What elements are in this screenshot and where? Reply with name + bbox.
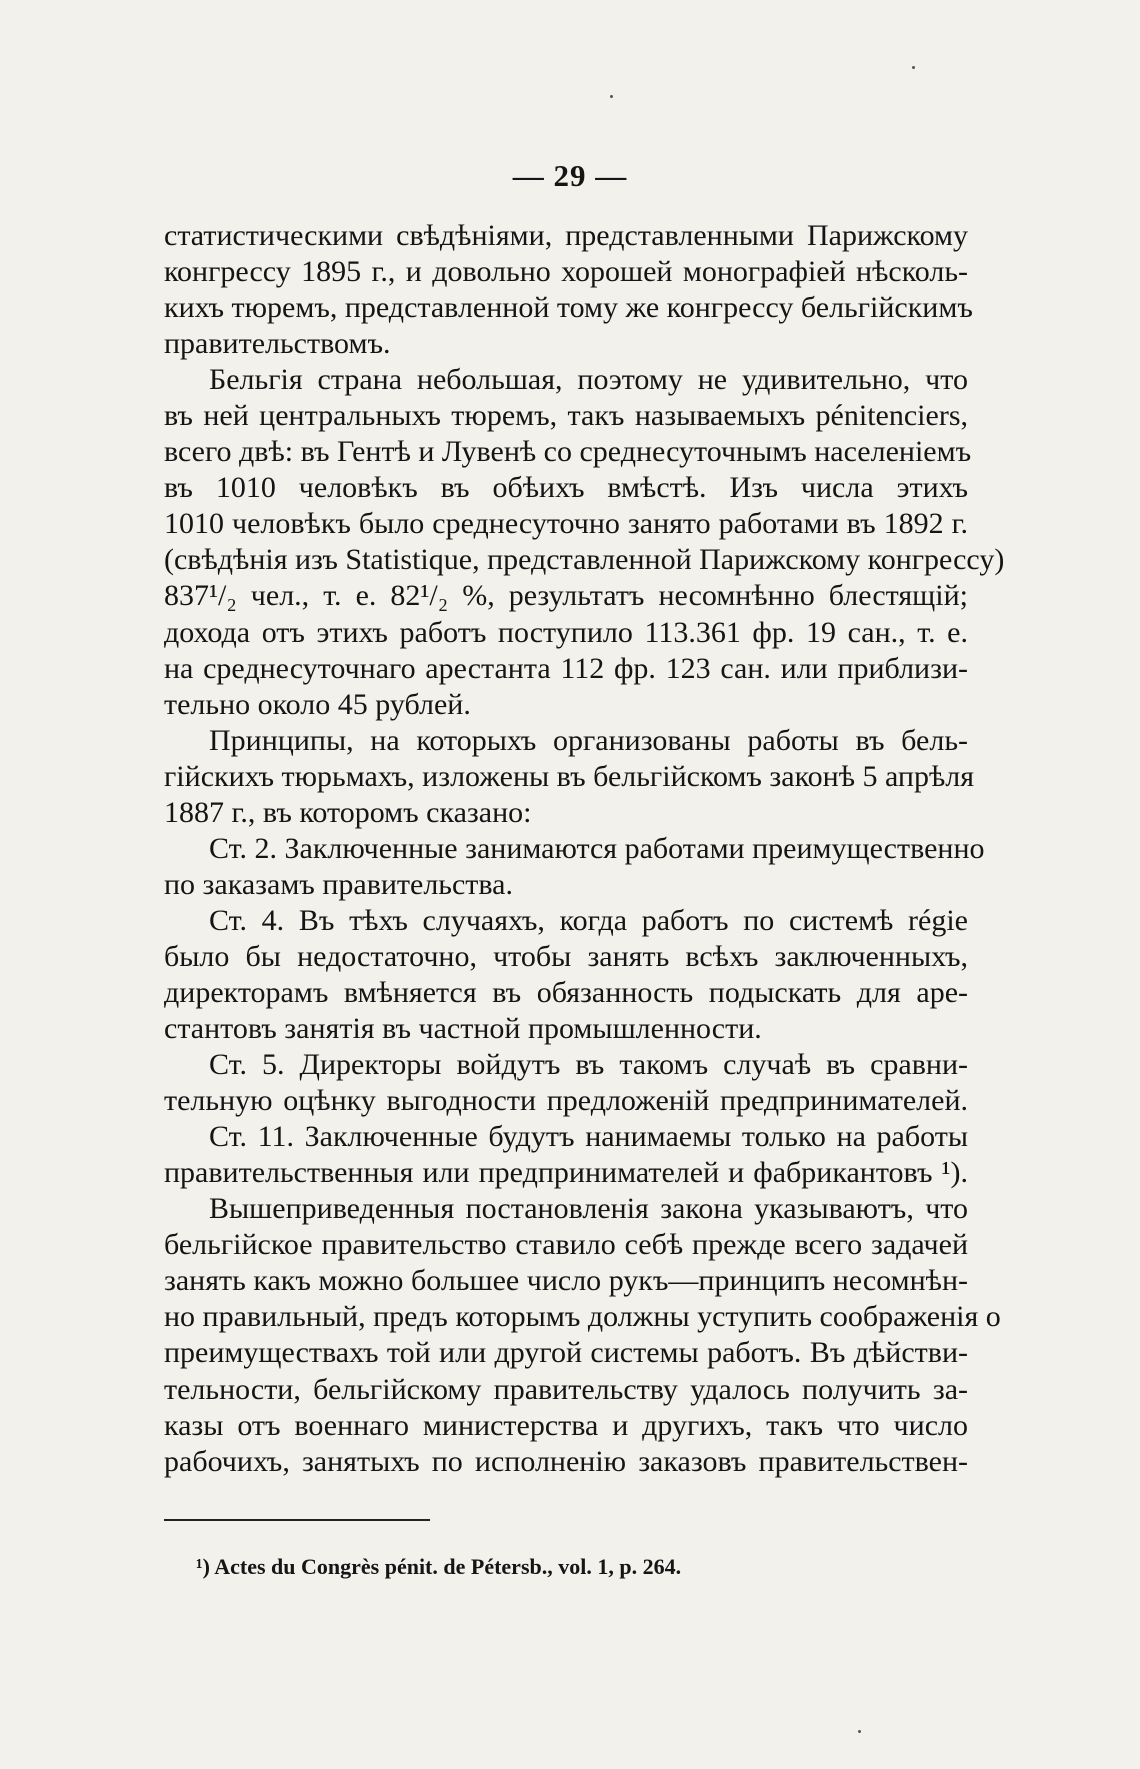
text-line: дохода отъ этихъ работъ поступило 113.361 фр. 19 сан., т. е. <box>164 615 968 649</box>
text-line: директорамъ вмѣняется въ обязанность подыскать для аре- <box>164 975 968 1009</box>
text-line: всего двѣ: въ Гентѣ и Лувенѣ со среднесуточнымъ населеніемъ <box>164 435 972 469</box>
text-line: гійскихъ тюрьмахъ, изложены въ бельгійскомъ законѣ 5 апрѣля <box>164 759 975 793</box>
text-line: стантовъ занятія въ частной промышленности. <box>164 1012 762 1046</box>
text-line: рабочихъ, занятыхъ по исполненію заказовъ правительствен- <box>164 1444 968 1478</box>
text-line: статистическими свѣдѣніями, представленными Парижскому <box>164 219 968 252</box>
footnote-marker: ¹) <box>196 1554 210 1579</box>
text-line: Вышеприведенныя постановленія закона указываютъ, что <box>209 1192 968 1226</box>
text-line: бельгійское правительство ставило себѣ прежде всего задачей <box>164 1228 968 1262</box>
footnote <box>196 1553 681 1581</box>
text-line: конгрессу 1895 г., и довольно хорошей монографіей нѣсколь- <box>164 255 968 289</box>
text-line: преимуществахъ той или другой системы работъ. Въ дѣйстви- <box>164 1336 968 1370</box>
text-line: Ст. 11. Заключенные будутъ нанимаемы только на работы <box>209 1120 968 1154</box>
text-line: 837¹/₂ чел., т. е. 82¹/₂ %, результатъ несомнѣнно блестящій; <box>164 579 968 613</box>
text-line: (свѣдѣнія изъ Statistique, представленной Парижскому конгрессу) <box>164 543 1005 577</box>
text-line: Ст. 4. Въ тѣхъ случаяхъ, когда работъ по системѣ régie <box>209 903 968 937</box>
scan-speck <box>610 95 613 98</box>
footnote-text: Actes du Congrès pénit. de Pétersb., vol. 1, p. 264. <box>214 1554 682 1579</box>
text-line: на среднесуточнаго арестанта 112 фр. 123 сан. или приблизи- <box>164 651 968 685</box>
text-line: 1010 человѣкъ было среднесуточно занято работами въ 1892 г. <box>164 507 968 541</box>
text-line: было бы недостаточно, чтобы занять всѣхъ заключенныхъ, <box>164 939 968 973</box>
text-line: въ 1010 человѣкъ въ обѣихъ вмѣстѣ. Изъ числа этихъ <box>164 471 968 505</box>
text-line: правительственныя или предпринимателей и фабрикантовъ ¹). <box>164 1156 968 1190</box>
text-line: тельности, бельгійскому правительству удалось получить за- <box>164 1372 968 1406</box>
scan-speck <box>858 1730 861 1733</box>
text-line: правительствомъ. <box>164 327 391 361</box>
text-line: Принципы, на которыхъ организованы работы въ бель- <box>209 723 968 757</box>
text-line: Бельгія страна небольшая, поэтому не удивительно, что <box>209 363 968 397</box>
scan-speck <box>912 66 915 69</box>
text-line: тельно около 45 рублей. <box>164 687 471 721</box>
text-line: Ст. 5. Директоры войдутъ въ такомъ случаѣ въ сравни- <box>209 1048 968 1082</box>
text-line: казы отъ военнаго министерства и другихъ, такъ что число <box>164 1408 968 1442</box>
text-line: тельную оцѣнку выгодности предложеній предпринимателей. <box>164 1084 968 1118</box>
text-line: 1887 г., въ которомъ сказано: <box>164 795 532 829</box>
text-line: но правильный, предъ которымъ должны уступить соображенія о <box>164 1300 1001 1334</box>
text-line: занять какъ можно большее число рукъ—принципъ несомнѣн- <box>164 1264 968 1298</box>
text-line: по заказамъ правительства. <box>164 867 513 901</box>
text-line: въ ней центральныхъ тюремъ, такъ называемыхъ pénitenciers, <box>164 399 968 433</box>
page-number: — 29 — <box>512 158 628 193</box>
body-text <box>164 218 1005 1480</box>
text-line: Ст. 2. Заключенные занимаются работами преимущественно <box>209 831 985 865</box>
footnote-separator <box>164 1519 430 1521</box>
text-line: кихъ тюремъ, представленной тому же конгрессу бельгійскимъ <box>164 291 973 325</box>
